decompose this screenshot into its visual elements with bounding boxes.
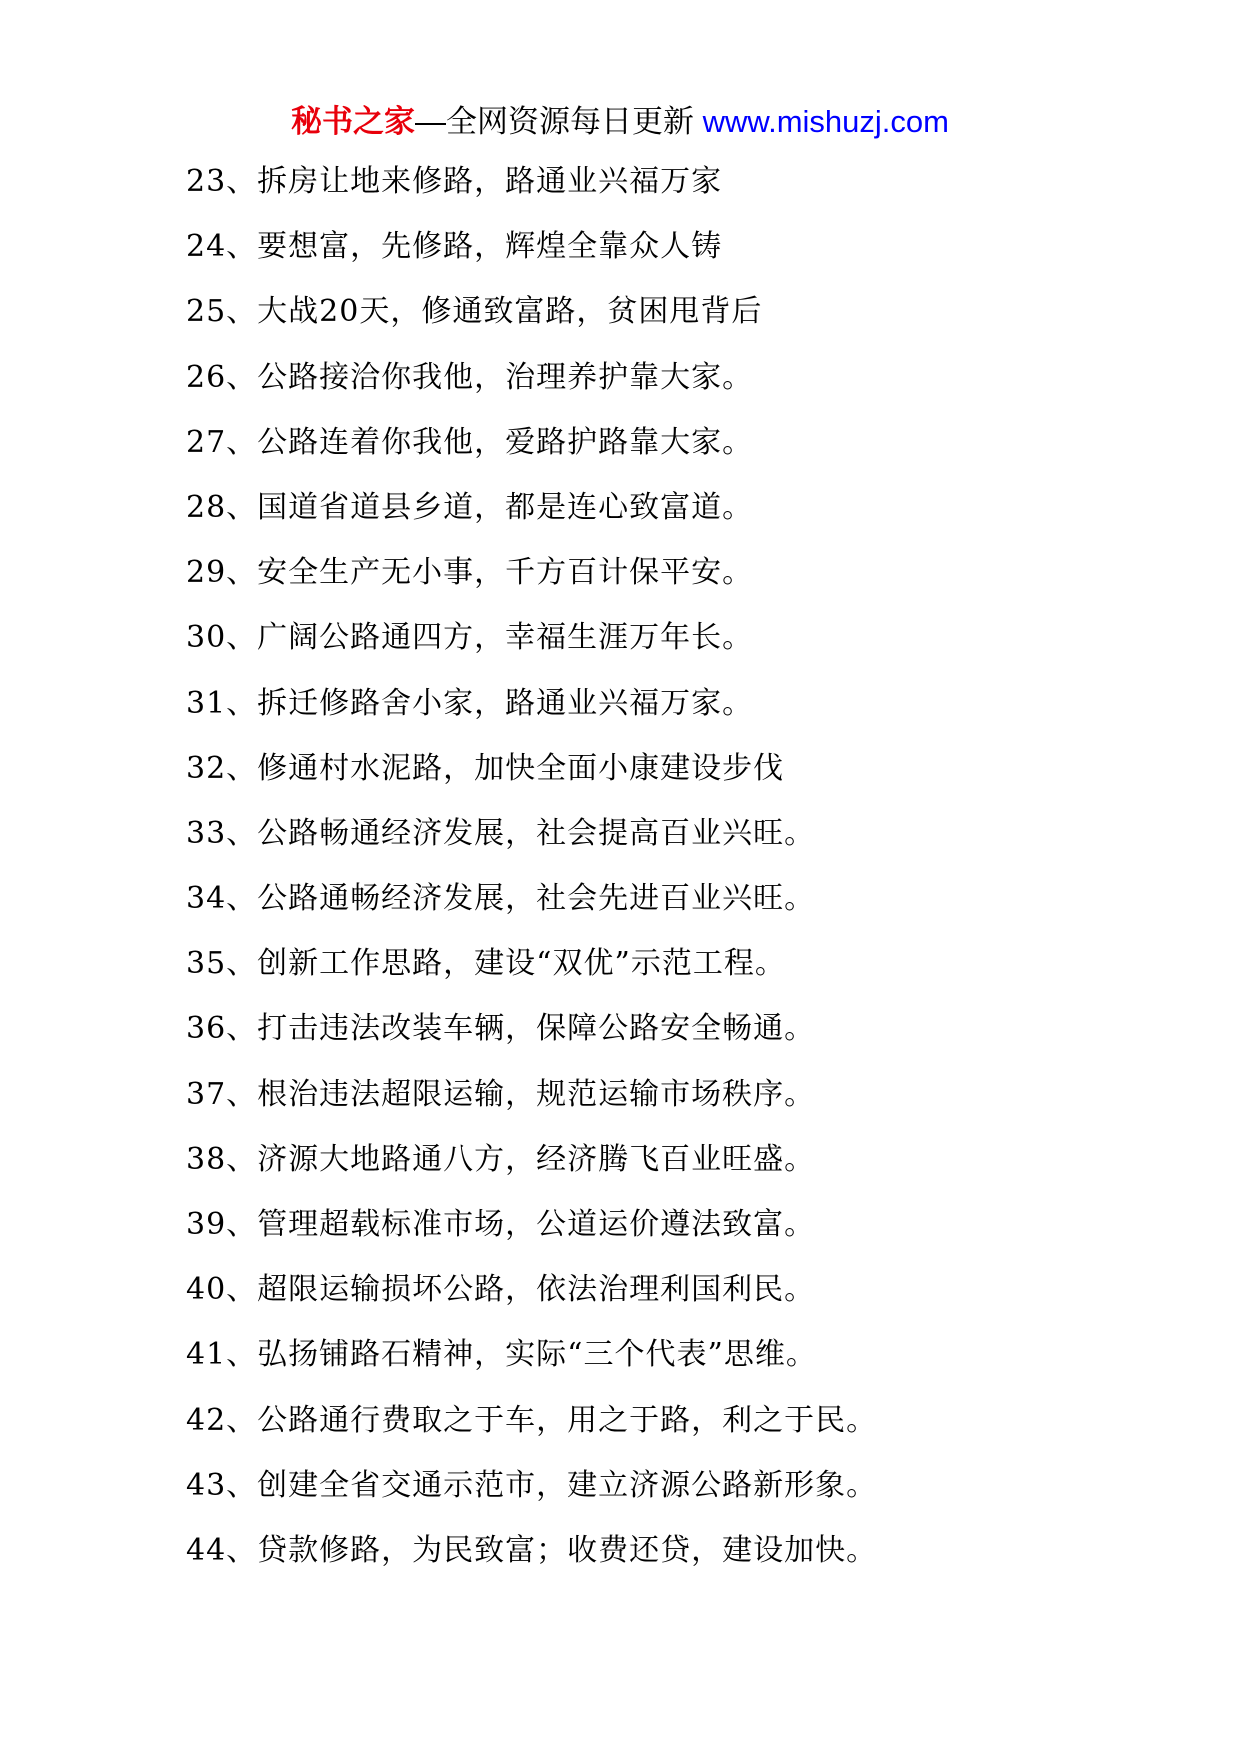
list-item: 33、公路畅通经济发展，社会提高百业兴旺。 — [186, 815, 816, 851]
list-item: 30、广阔公路通四方，幸福生涯万年长。 — [186, 620, 754, 656]
list-item: 36、打击违法改装车辆，保障公路安全畅通。 — [186, 1011, 816, 1047]
list-item: 29、安全生产无小事，千方百计保平安。 — [186, 555, 754, 591]
list-item: 43、创建全省交通示范市，建立济源公路新形象。 — [186, 1467, 878, 1503]
list-item: 26、公路接洽你我他，治理养护靠大家。 — [186, 359, 754, 395]
list-item: 24、要想富，先修路，辉煌全靠众人铸 — [186, 229, 723, 265]
list-item: 40、超限运输损坏公路，依法治理利国利民。 — [186, 1272, 816, 1308]
slogan-list — [186, 160, 1186, 1594]
website-link[interactable]: www.mishuzj.com — [702, 104, 949, 139]
list-item: 31、拆迁修路舍小家，路通业兴福万家。 — [186, 685, 754, 721]
list-item: 42、公路通行费取之于车，用之于路，利之于民。 — [186, 1402, 878, 1438]
list-item: 35、创新工作思路，建设“双优”示范工程。 — [186, 946, 786, 982]
brand-name: 秘书之家 — [291, 104, 416, 139]
header-slogan: —全网资源每日更新 — [415, 104, 695, 139]
list-item: 39、管理超载标准市场，公道运价遵法致富。 — [186, 1207, 816, 1242]
list-item: 23、拆房让地来修路，路通业兴福万家 — [186, 164, 723, 199]
list-item: 41、弘扬铺路石精神，实际“三个代表”思维。 — [186, 1337, 817, 1373]
list-item: 28、国道省道县乡道，都是连心致富道。 — [186, 489, 754, 525]
list-item: 37、根治违法超限运输，规范运输市场秩序。 — [186, 1076, 816, 1112]
list-item: 32、修通村水泥路，加快全面小康建设步伐 — [186, 750, 785, 786]
list-item: 44、贷款修路，为民致富；收费还贷，建设加快。 — [186, 1532, 878, 1568]
list-item: 38、济源大地路通八方，经济腾飞百业旺盛。 — [186, 1141, 816, 1177]
list-item: 25、大战20天，修通致富路，贫困甩背后 — [186, 294, 763, 330]
page-header — [0, 100, 1240, 144]
list-item: 27、公路连着你我他，爱路护路靠大家。 — [186, 424, 754, 460]
list-item: 34、公路通畅经济发展，社会先进百业兴旺。 — [186, 881, 816, 917]
